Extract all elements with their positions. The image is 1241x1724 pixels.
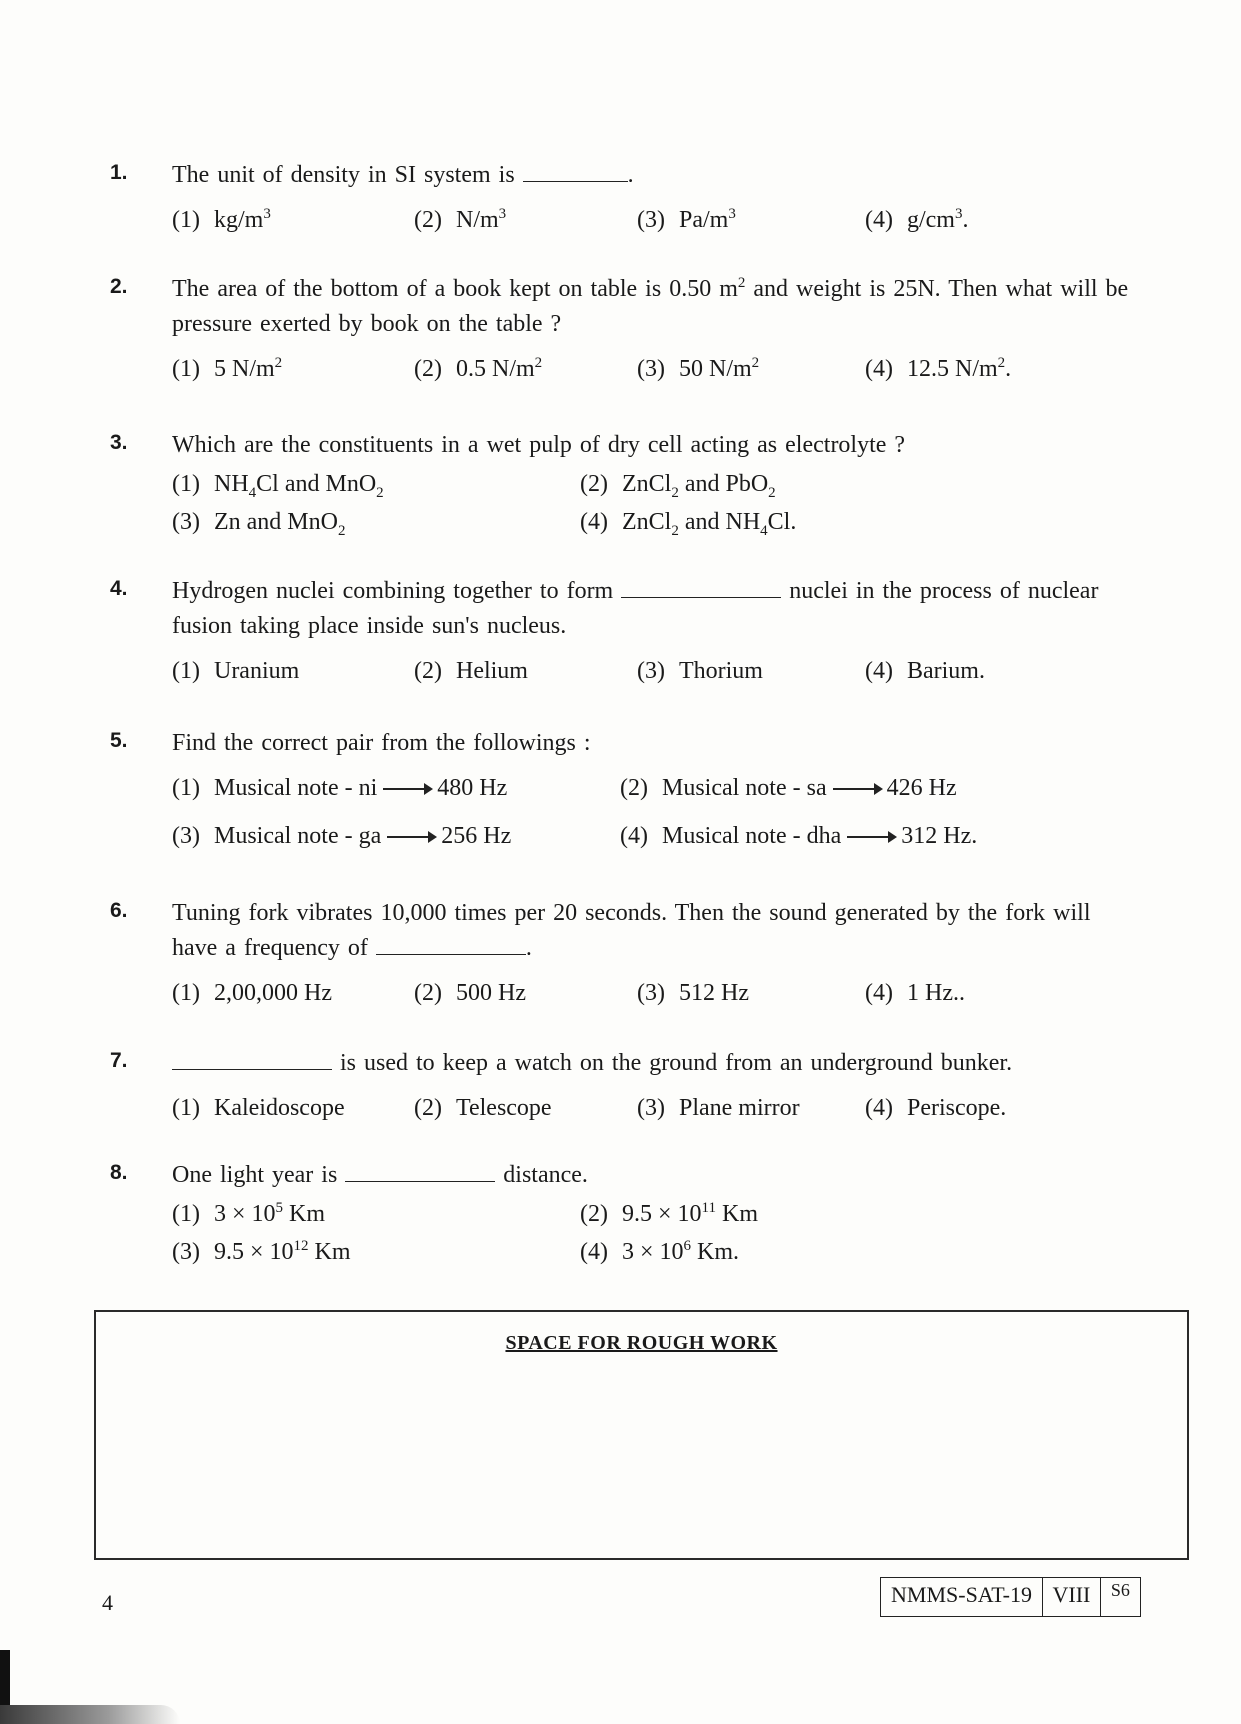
option-1: (1) Uranium [172, 657, 300, 684]
option-2: (2) $9.5 \times 10^{11}$ Km [580, 1199, 758, 1227]
options [172, 771, 1130, 867]
arrow-icon [847, 836, 895, 838]
question-4 [110, 574, 1130, 690]
options [172, 1197, 1130, 1273]
arrow-icon [383, 788, 431, 790]
answer-blank [621, 579, 781, 598]
option-1: (1) $NH_4Cl$ and MnO$_2$ [172, 470, 384, 501]
option-2: (2) Musical note - sa 426 Hz [620, 774, 957, 801]
options [172, 654, 1130, 690]
question-5 [110, 726, 1130, 867]
answer-blank [345, 1163, 495, 1182]
question-number: 1. [110, 161, 128, 184]
question-number: 6. [110, 899, 128, 922]
question-number: 5. [110, 729, 128, 752]
question-number: 7. [110, 1049, 128, 1072]
option-1: (1) $3 \times 10^5$ Km [172, 1199, 326, 1227]
question-text: Hydrogen nuclei combining together to form nuclei in the process of nuclear fusion taking place inside sun's nucleus. [172, 578, 1099, 639]
question-7 [110, 1046, 1130, 1127]
option-1: (1) 2,00,000 Hz [172, 979, 332, 1006]
question-text: Find the correct pair from the followings : [172, 730, 591, 756]
option-4: (4) 12.5 $N/m^2$. [865, 354, 1012, 382]
arrow-icon [387, 836, 435, 838]
answer-blank [172, 1051, 332, 1070]
options [172, 976, 1130, 1012]
options [172, 1091, 1130, 1127]
option-2: (2) 0.5 $N/m^2$ [414, 354, 543, 382]
arrow-icon [833, 788, 881, 790]
option-4: (4) Barium. [865, 657, 985, 684]
binder-mark [0, 1650, 10, 1710]
set-label: S6 [1100, 1577, 1141, 1617]
question-3 [110, 428, 1130, 543]
question-text: Which are the constituents in a wet pulp of dry cell acting as electrolyte ? [172, 432, 906, 458]
option-3: (3) $9.5 \times 10^{12}$ Km [172, 1237, 351, 1265]
option-3: (3) Zn and MnO$_2$ [172, 508, 346, 539]
question-number: 8. [110, 1161, 128, 1184]
answer-blank [523, 163, 628, 182]
option-4: (4) ZnCl$_2$ and $NH_4Cl$. [580, 508, 797, 539]
option-4: (4) 1 Hz.. [865, 979, 965, 1006]
rough-work-box [94, 1310, 1189, 1560]
question-text: The area of the bottom of a book kept on table is 0.50 $m^2$ and weight is 25N. Then what will be pressure exerted by book on the table ? [172, 275, 1129, 337]
question-text: One light year is distance. [172, 1162, 588, 1188]
footer-code-box [880, 1577, 1139, 1617]
option-2: (2) ZnCl$_2$ and PbO$_2$ [580, 470, 776, 501]
question-number: 3. [110, 431, 128, 454]
question-1 [110, 158, 1130, 239]
option-2: (2) $N/m^3$ [414, 205, 507, 233]
question-text: The unit of density in SI system is . [172, 162, 634, 188]
option-1: (1) 5 $N/m^2$ [172, 354, 283, 382]
option-1: (1) Musical note - ni 480 Hz [172, 774, 508, 801]
scan-edge-shadow [0, 1705, 180, 1724]
option-2: (2) 500 Hz [414, 979, 526, 1006]
rough-work-title: SPACE FOR ROUGH WORK [505, 1332, 778, 1354]
option-1: (1) $kg/m^3$ [172, 205, 271, 233]
option-3: (3) 50 $N/m^2$ [637, 354, 760, 382]
option-4: (4) Musical note - dha 312 Hz. [620, 822, 978, 849]
question-6 [110, 896, 1130, 1012]
option-1: (1) Kaleidoscope [172, 1094, 345, 1121]
options [172, 203, 1130, 239]
options [172, 352, 1130, 388]
option-3: (3) 512 Hz [637, 979, 749, 1006]
option-4: (4) Periscope. [865, 1094, 1007, 1121]
option-4: (4) $g/cm^3$. [865, 205, 969, 233]
option-3: (3) Musical note - ga 256 Hz [172, 822, 512, 849]
question-2 [110, 272, 1130, 388]
class-label: VIII [1042, 1577, 1102, 1617]
option-3: (3) Thorium [637, 657, 763, 684]
options [172, 467, 1130, 543]
option-3: (3) $Pa/m^3$ [637, 205, 736, 233]
question-8 [110, 1158, 1130, 1273]
option-3: (3) Plane mirror [637, 1094, 800, 1121]
question-number: 2. [110, 275, 128, 298]
option-2: (2) Telescope [414, 1094, 552, 1121]
exam-code: NMMS-SAT-19 [880, 1577, 1043, 1617]
answer-blank [376, 936, 526, 955]
question-number: 4. [110, 577, 128, 600]
question-text: is used to keep a watch on the ground from an underground bunker. [172, 1046, 1130, 1081]
page-number: 4 [102, 1590, 113, 1615]
question-text: Tuning fork vibrates 10,000 times per 20 seconds. Then the sound generated by the fork will have a frequency of . [172, 900, 1091, 961]
option-4: (4) $3 \times 10^6$ Km. [580, 1237, 740, 1265]
option-2: (2) Helium [414, 657, 528, 684]
